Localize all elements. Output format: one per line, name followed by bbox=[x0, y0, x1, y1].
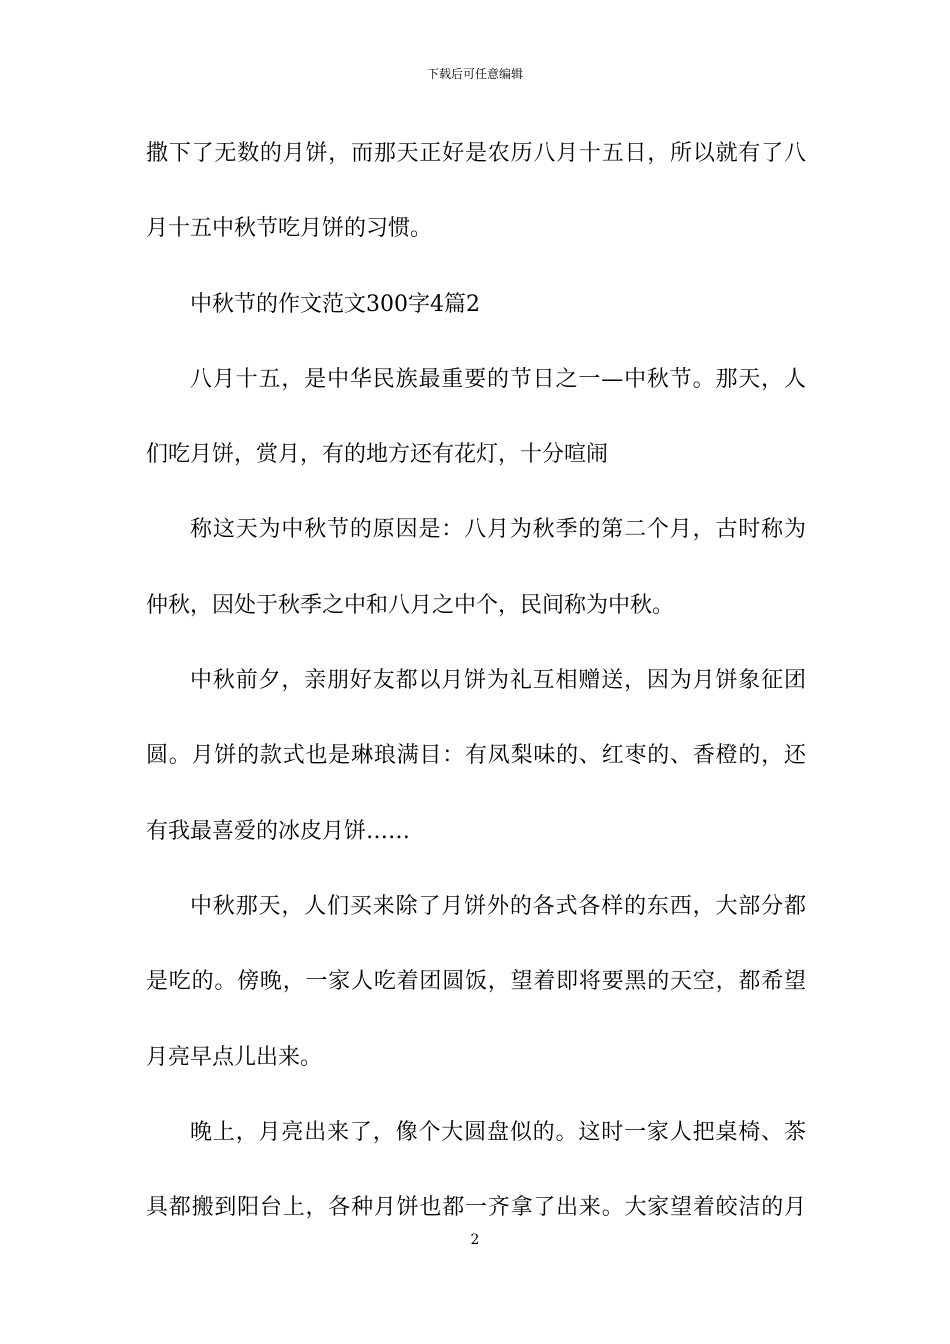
text-line: 具都搬到阳台上，各种月饼也都一齐拿了出来。大家望着皎洁的月 bbox=[146, 1195, 806, 1221]
text-line: 们吃月饼，赏月，有的地方还有花灯，十分喧闹 bbox=[146, 442, 609, 468]
text-line: 撒下了无数的月饼，而那天正好是农历八月十五日，所以就有了八 bbox=[146, 141, 806, 166]
text-line: 圆。月饼的款式也是琳琅满目：有凤梨味的、红枣的、香橙的，还 bbox=[146, 743, 806, 769]
text-line: 月十五中秋节吃月饼的习惯。 bbox=[146, 216, 433, 242]
text-line: 晚上，月亮出来了，像个大圆盘似的。这时一家人把桌椅、茶 bbox=[190, 1119, 806, 1145]
document-body bbox=[146, 131, 806, 1260]
text-line: 是吃的。傍晚，一家人吃着团圆饭，望着即将要黑的天空，都希望 bbox=[146, 969, 806, 995]
text-line: 中秋前夕，亲朋好友都以月饼为礼互相赠送，因为月饼象征团 bbox=[190, 668, 806, 694]
section-heading: 中秋节的作文范文300字4篇2 bbox=[190, 291, 480, 317]
text-line: 中秋那天，人们买来除了月饼外的各式各样的东西，大部分都 bbox=[190, 893, 806, 919]
page-number: 2 bbox=[470, 1232, 480, 1248]
text-line: 有我最喜爱的冰皮月饼…… bbox=[146, 818, 411, 844]
text-line: 仲秋，因处于秋季之中和八月之中个，民间称为中秋。 bbox=[146, 592, 675, 618]
text-line: 称这天为中秋节的原因是：八月为秋季的第二个月，古时称为 bbox=[190, 517, 806, 543]
text-line: 月亮早点儿出来。 bbox=[146, 1044, 323, 1070]
page-header: 下载后可任意编辑 bbox=[426, 67, 523, 81]
text-line: 八月十五，是中华民族最重要的节日之一—中秋节。那天，人 bbox=[190, 366, 806, 392]
